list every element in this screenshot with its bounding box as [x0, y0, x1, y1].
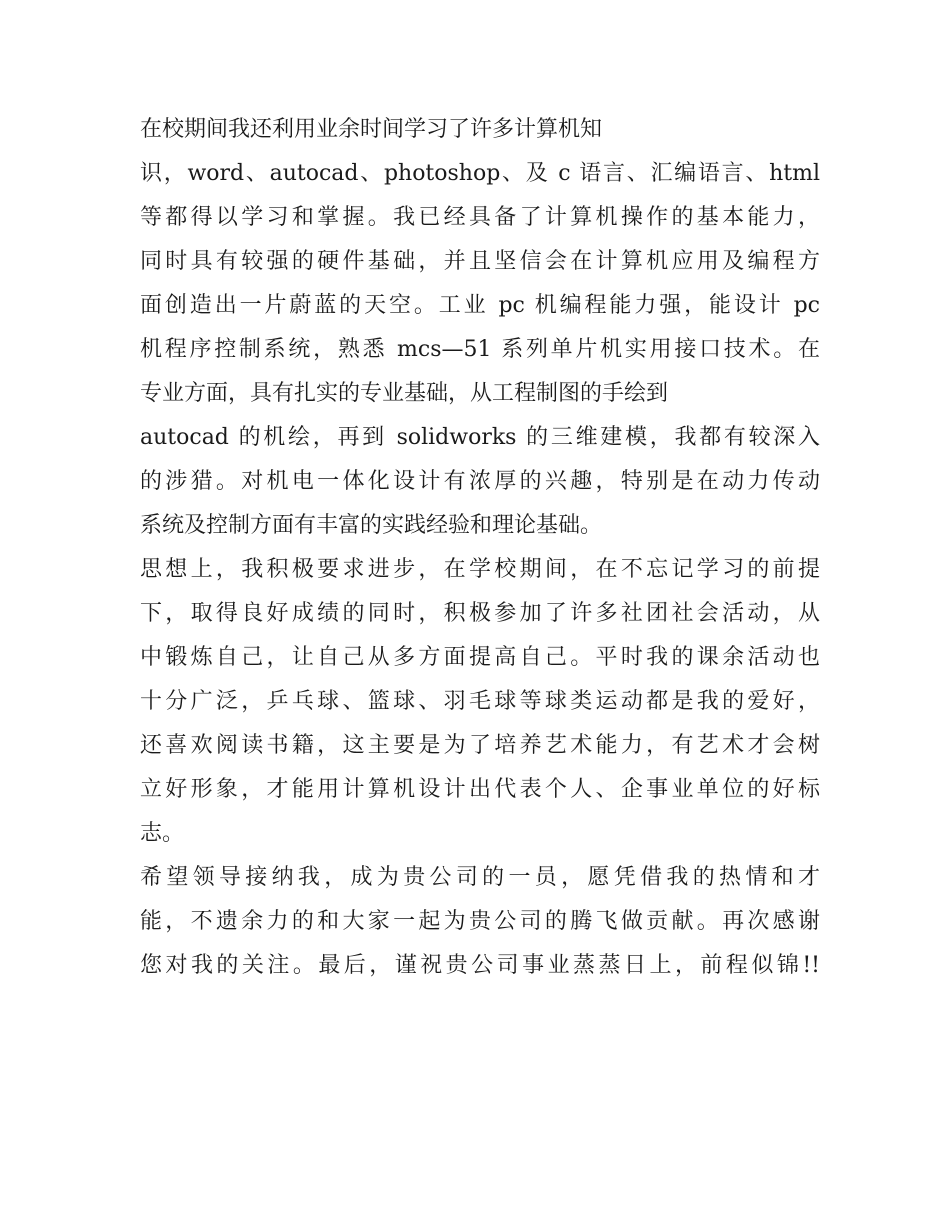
text-line: 系统及控制方面有丰富的实践经验和理论基础。 — [140, 513, 603, 538]
text-line: 机程序控制系统，熟悉 mcs—51 系列单片机实用接口技术。在 — [140, 337, 820, 362]
text-line: 能，不遗余力的和大家一起为贵公司的腾飞做贡献。再次感谢 — [140, 909, 820, 934]
text-line: 专业方面，具有扎实的专业基础，从工程制图的手绘到 — [140, 381, 669, 406]
text-line: 等都得以学习和掌握。我已经具备了计算机操作的基本能力， — [140, 205, 820, 230]
text-line: 您对我的关注。最后，谨祝贵公司事业蒸蒸日上，前程似锦!! — [140, 953, 820, 978]
text-line: 志。 — [140, 821, 185, 846]
document-body — [140, 108, 820, 988]
text-line: 中锻炼自己，让自己从多方面提高自己。平时我的课余活动也 — [140, 645, 820, 670]
text-line: 同时具有较强的硬件基础，并且坚信会在计算机应用及编程方 — [140, 249, 820, 274]
text-line: 十分广泛，乒乓球、篮球、羽毛球等球类运动都是我的爱好， — [140, 689, 820, 714]
text-line: 希望领导接纳我，成为贵公司的一员，愿凭借我的热情和才 — [140, 865, 820, 890]
text-line: 识，word、autocad、photoshop、及 c 语言、汇编语言、html — [140, 161, 820, 186]
text-line: 思想上，我积极要求进步，在学校期间，在不忘记学习的前提 — [140, 557, 820, 582]
text-line: 还喜欢阅读书籍，这主要是为了培养艺术能力，有艺术才会树 — [140, 733, 820, 758]
text-line: 面创造出一片蔚蓝的天空。工业 pc 机编程能力强，能设计 pc — [140, 293, 820, 318]
text-line: 在校期间我还利用业余时间学习了许多计算机知 — [140, 117, 603, 142]
paragraph-character — [140, 548, 820, 856]
text-line: autocad 的机绘，再到 solidworks 的三维建模，我都有较深入 — [140, 425, 820, 450]
text-line: 的涉猎。对机电一体化设计有浓厚的兴趣，特别是在动力传动 — [140, 469, 820, 494]
paragraph-skills — [140, 108, 820, 548]
text-line: 立好形象，才能用计算机设计出代表个人、企事业单位的好标 — [140, 777, 820, 802]
text-line: 下，取得良好成绩的同时，积极参加了许多社团社会活动，从 — [140, 601, 820, 626]
paragraph-closing — [140, 856, 820, 988]
